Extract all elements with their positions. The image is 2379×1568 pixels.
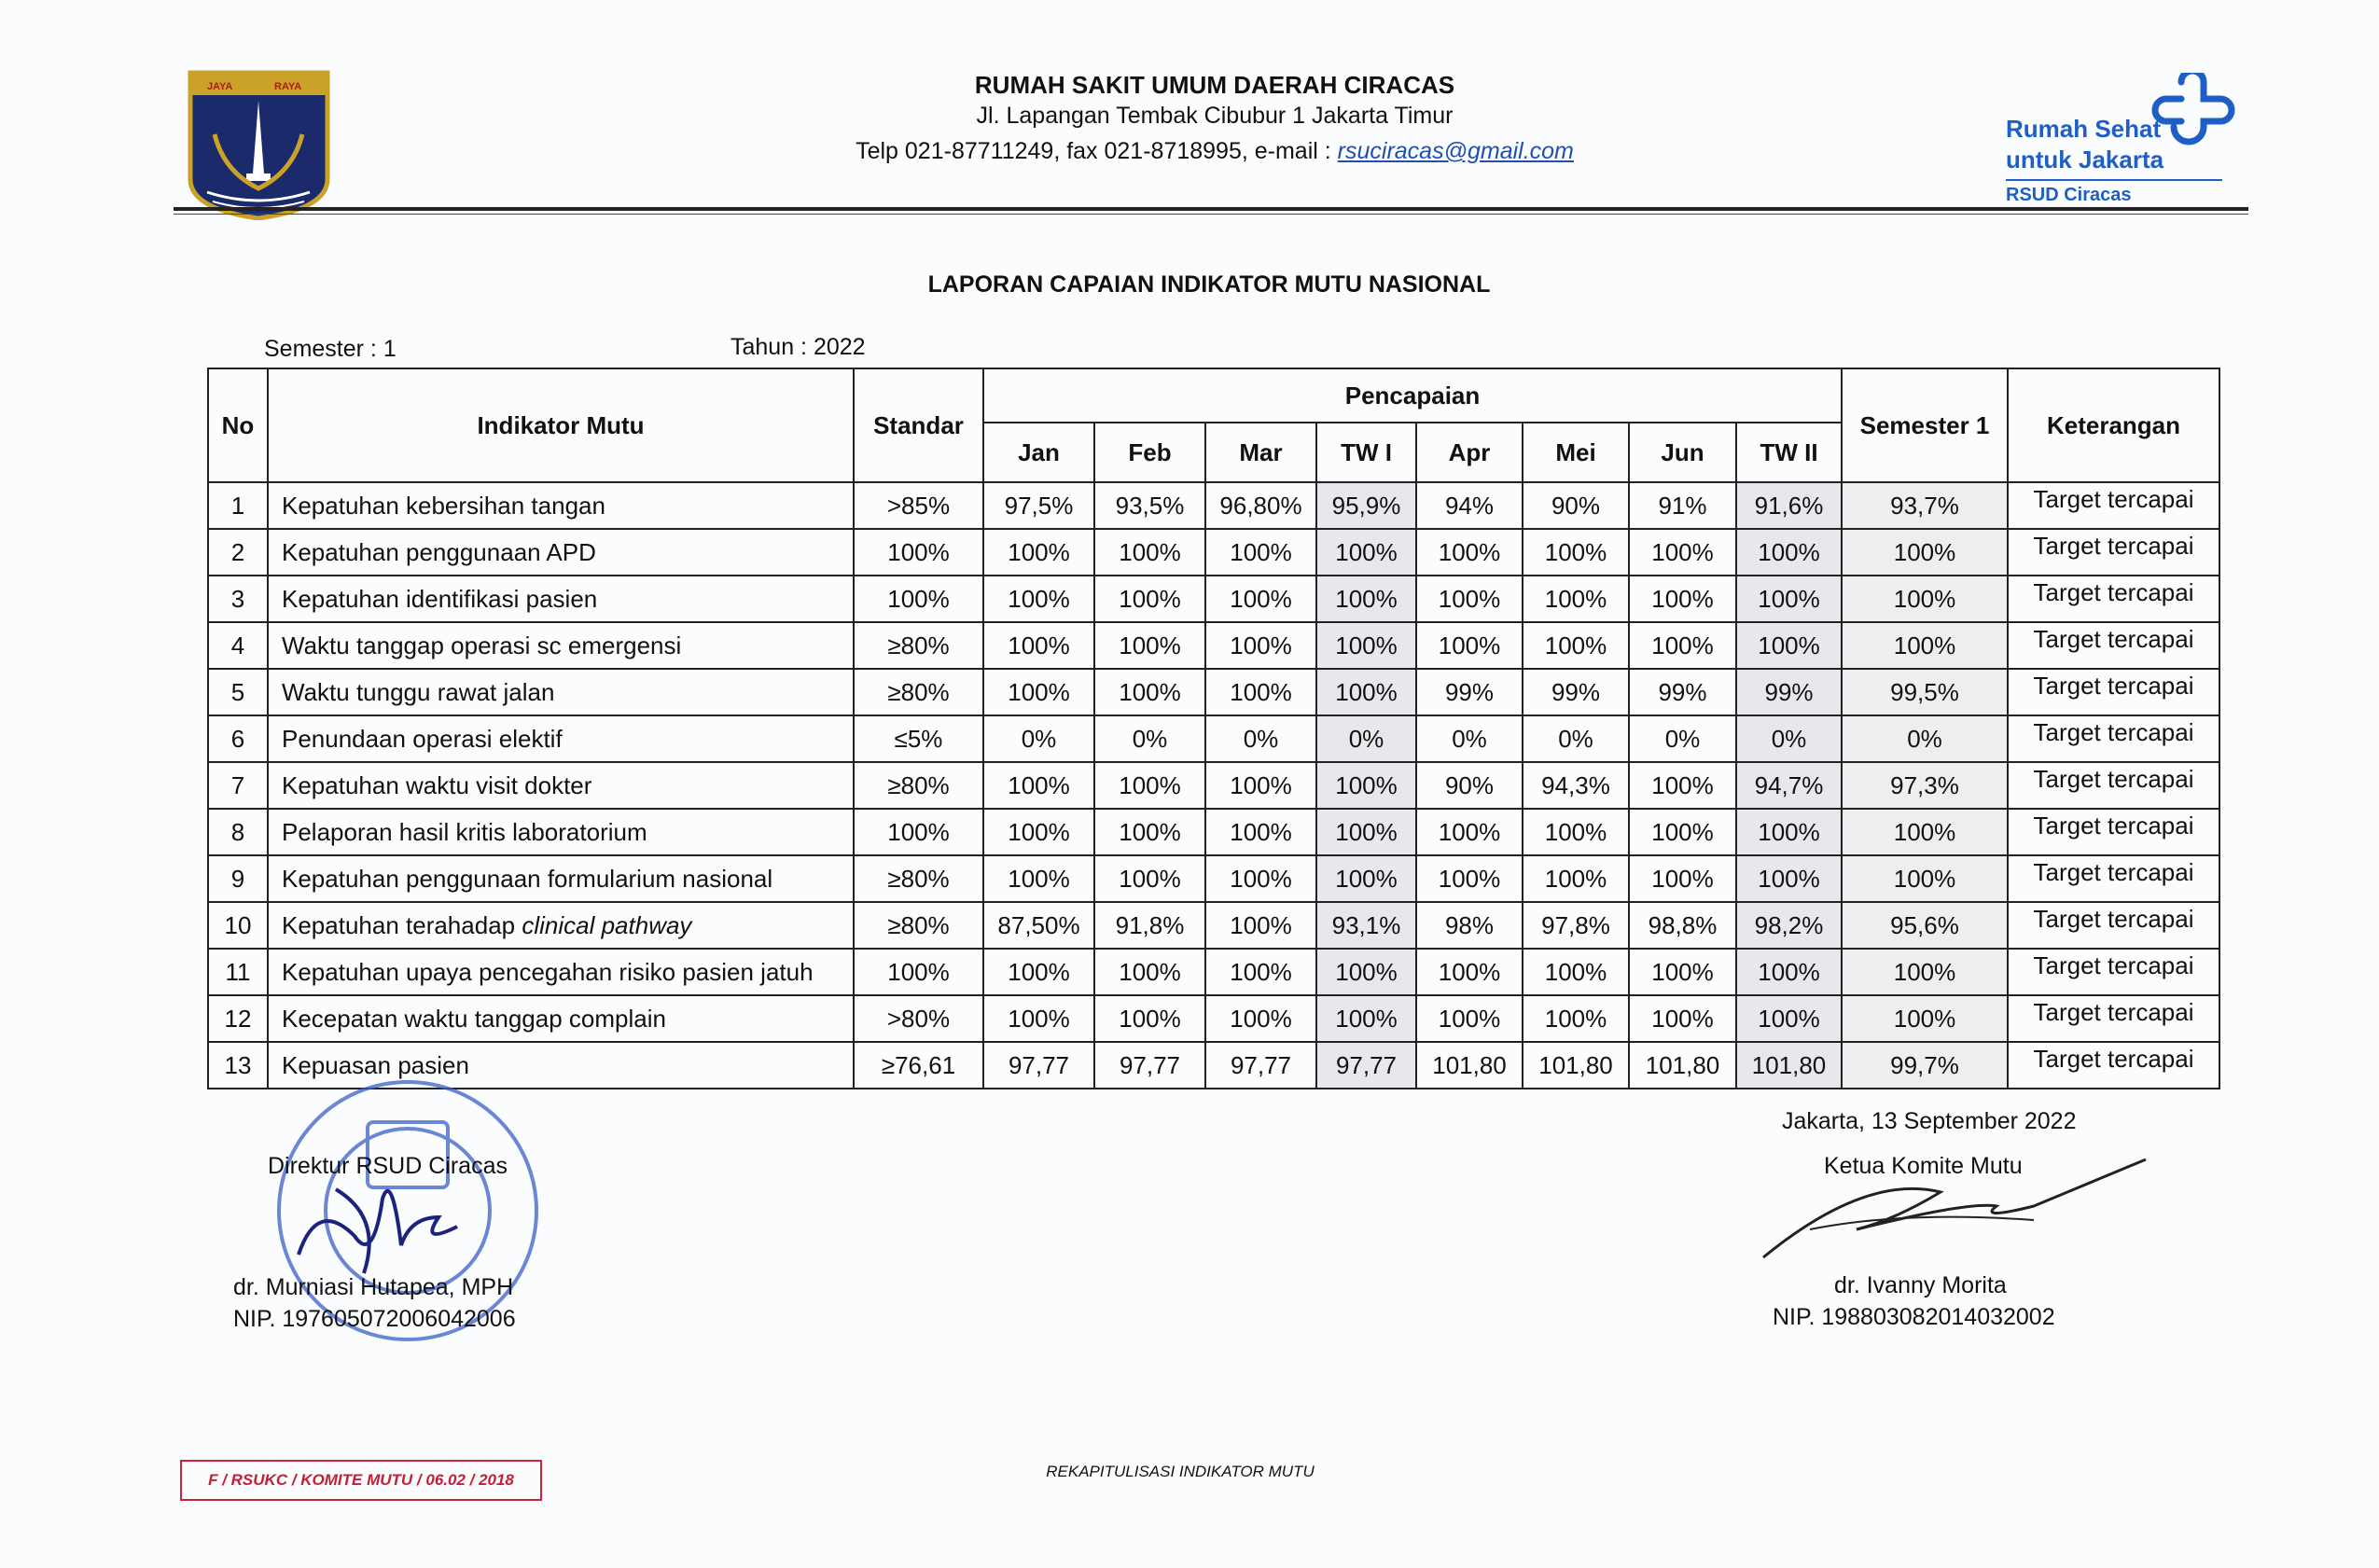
cell-quarter: 101,80 xyxy=(1736,1042,1842,1089)
cell-month: 100% xyxy=(983,529,1094,576)
indikator-text: Kepuasan pasien xyxy=(282,1050,469,1079)
cell-quarter: 0% xyxy=(1316,715,1416,762)
svg-text:RAYA: RAYA xyxy=(274,81,302,92)
cell-month: 100% xyxy=(1629,529,1736,576)
cell-standar: 100% xyxy=(854,809,983,855)
cell-month: 100% xyxy=(983,669,1094,715)
cell-month: 100% xyxy=(1523,995,1629,1042)
cell-month: 100% xyxy=(983,949,1094,995)
cell-month: 93,5% xyxy=(1094,482,1205,529)
cell-quarter: 100% xyxy=(1736,622,1842,669)
cell-standar: >80% xyxy=(854,995,983,1042)
table-row xyxy=(208,995,2219,1042)
director-nip: NIP. 197605072006042006 xyxy=(233,1306,516,1332)
cell-keterangan: Target tercapai xyxy=(2008,715,2219,762)
cell-month: 100% xyxy=(1094,949,1205,995)
cell-month: 100% xyxy=(1416,529,1523,576)
cell-indikator xyxy=(268,529,854,576)
cell-month: 94,3% xyxy=(1523,762,1629,809)
cell-no: 5 xyxy=(208,669,268,715)
cell-month: 96,80% xyxy=(1205,482,1316,529)
table-row xyxy=(208,622,2219,669)
cell-quarter: 100% xyxy=(1316,669,1416,715)
cell-semester: 100% xyxy=(1842,576,2008,622)
cell-month: 87,50% xyxy=(983,902,1094,949)
brand-line-3: RSUD Ciracas xyxy=(2006,185,2132,205)
cell-no: 4 xyxy=(208,622,268,669)
cell-keterangan: Target tercapai xyxy=(2008,855,2219,902)
header-quarter: TW I xyxy=(1316,423,1416,482)
cell-no: 2 xyxy=(208,529,268,576)
cell-standar: ≥80% xyxy=(854,622,983,669)
header-rule-thin xyxy=(174,214,2248,215)
cell-month: 94% xyxy=(1416,482,1523,529)
cell-semester: 99,5% xyxy=(1842,669,2008,715)
cell-month: 101,80 xyxy=(1523,1042,1629,1089)
indikator-text: Kepatuhan identifikasi pasien xyxy=(282,584,598,613)
header-month: Jun xyxy=(1629,423,1736,482)
cell-month: 100% xyxy=(1205,902,1316,949)
cell-no: 7 xyxy=(208,762,268,809)
cell-semester: 100% xyxy=(1842,855,2008,902)
cell-quarter: 100% xyxy=(1316,995,1416,1042)
committee-name: dr. Ivanny Morita xyxy=(1834,1272,2007,1298)
cell-quarter: 100% xyxy=(1316,809,1416,855)
cell-month: 98,8% xyxy=(1629,902,1736,949)
cell-month: 91,8% xyxy=(1094,902,1205,949)
cell-indikator xyxy=(268,669,854,715)
cell-month: 100% xyxy=(1094,855,1205,902)
cell-quarter: 100% xyxy=(1316,855,1416,902)
indikator-text: Penundaan operasi elektif xyxy=(282,724,563,753)
cell-no: 10 xyxy=(208,902,268,949)
table-row xyxy=(208,482,2219,529)
cell-month: 100% xyxy=(1205,622,1316,669)
cell-semester: 100% xyxy=(1842,995,2008,1042)
cell-month: 100% xyxy=(1629,949,1736,995)
hospital-name: RUMAH SAKIT UMUM DAERAH CIRACAS xyxy=(974,71,1455,99)
cell-indikator xyxy=(268,809,854,855)
cell-keterangan: Target tercapai xyxy=(2008,669,2219,715)
cell-semester: 93,7% xyxy=(1842,482,2008,529)
cell-no: 13 xyxy=(208,1042,268,1089)
cell-quarter: 100% xyxy=(1316,529,1416,576)
cell-month: 90% xyxy=(1523,482,1629,529)
indikator-text: Kepatuhan waktu visit dokter xyxy=(282,770,592,799)
indikator-text: Kepatuhan terahadap xyxy=(282,910,522,939)
cell-no: 11 xyxy=(208,949,268,995)
cell-quarter: 100% xyxy=(1736,949,1842,995)
cell-semester: 97,3% xyxy=(1842,762,2008,809)
cell-indikator xyxy=(268,622,854,669)
cell-month: 100% xyxy=(1416,995,1523,1042)
header-indikator: Indikator Mutu xyxy=(268,368,854,482)
committee-nip: NIP. 198803082014032002 xyxy=(1773,1304,2055,1330)
cell-keterangan: Target tercapai xyxy=(2008,529,2219,576)
indikator-text: Pelaporan hasil kritis laboratorium xyxy=(282,817,647,846)
cell-month: 100% xyxy=(1629,995,1736,1042)
cell-keterangan: Target tercapai xyxy=(2008,809,2219,855)
cell-indikator xyxy=(268,855,854,902)
cell-quarter: 100% xyxy=(1316,949,1416,995)
cell-month: 100% xyxy=(1629,622,1736,669)
cell-month: 97,77 xyxy=(983,1042,1094,1089)
cell-semester: 100% xyxy=(1842,809,2008,855)
header-keterangan: Keterangan xyxy=(2008,368,2219,482)
cell-month: 91% xyxy=(1629,482,1736,529)
cell-semester: 100% xyxy=(1842,622,2008,669)
table-row xyxy=(208,529,2219,576)
cell-month: 100% xyxy=(1205,809,1316,855)
cell-month: 100% xyxy=(1629,809,1736,855)
cell-standar: 100% xyxy=(854,529,983,576)
cell-month: 100% xyxy=(1205,995,1316,1042)
cell-no: 6 xyxy=(208,715,268,762)
cell-month: 0% xyxy=(1629,715,1736,762)
cell-month: 0% xyxy=(1094,715,1205,762)
cell-keterangan: Target tercapai xyxy=(2008,762,2219,809)
cell-quarter: 100% xyxy=(1316,762,1416,809)
cell-quarter: 100% xyxy=(1736,529,1842,576)
cell-no: 9 xyxy=(208,855,268,902)
cell-month: 100% xyxy=(1094,576,1205,622)
cell-quarter: 94,7% xyxy=(1736,762,1842,809)
cell-month: 100% xyxy=(1205,669,1316,715)
cell-semester: 0% xyxy=(1842,715,2008,762)
header-rule-thick xyxy=(174,207,2248,211)
cell-quarter: 100% xyxy=(1736,995,1842,1042)
table-row xyxy=(208,576,2219,622)
cell-month: 100% xyxy=(1094,762,1205,809)
cell-keterangan: Target tercapai xyxy=(2008,576,2219,622)
cell-quarter: 95,9% xyxy=(1316,482,1416,529)
table-row xyxy=(208,855,2219,902)
cell-quarter: 100% xyxy=(1736,809,1842,855)
signing-date: Jakarta, 13 September 2022 xyxy=(1782,1108,2077,1134)
cell-indikator xyxy=(268,995,854,1042)
table-row xyxy=(208,762,2219,809)
cell-month: 0% xyxy=(1205,715,1316,762)
brand-line-1: Rumah Sehat xyxy=(2006,115,2162,143)
cell-month: 100% xyxy=(983,762,1094,809)
cell-month: 97,77 xyxy=(1205,1042,1316,1089)
header-month: Mar xyxy=(1205,423,1316,482)
cell-month: 97,8% xyxy=(1523,902,1629,949)
form-code-box: F / RSUKC / KOMITE MUTU / 06.02 / 2018 xyxy=(180,1460,542,1501)
cell-month: 100% xyxy=(1523,949,1629,995)
contact-phone-fax: Telp 021-87711249, fax 021-8718995, e-mail : xyxy=(856,138,1331,164)
cell-month: 100% xyxy=(983,995,1094,1042)
header-month: Apr xyxy=(1416,423,1523,482)
cell-no: 12 xyxy=(208,995,268,1042)
table-row xyxy=(208,949,2219,995)
cell-indikator xyxy=(268,902,854,949)
cell-no: 8 xyxy=(208,809,268,855)
cell-month: 97,77 xyxy=(1094,1042,1205,1089)
cell-month: 100% xyxy=(1205,576,1316,622)
cell-month: 100% xyxy=(1416,949,1523,995)
cell-month: 100% xyxy=(1523,529,1629,576)
cell-month: 100% xyxy=(983,809,1094,855)
cell-month: 100% xyxy=(1523,622,1629,669)
cell-keterangan: Target tercapai xyxy=(2008,902,2219,949)
semester-label: Semester : 1 xyxy=(264,336,396,362)
cell-month: 90% xyxy=(1416,762,1523,809)
cell-month: 100% xyxy=(1094,809,1205,855)
indikator-text: Waktu tunggu rawat jalan xyxy=(282,677,555,706)
cell-month: 100% xyxy=(983,622,1094,669)
cell-semester: 100% xyxy=(1842,949,2008,995)
cell-keterangan: Target tercapai xyxy=(2008,1042,2219,1089)
header-month: Mei xyxy=(1523,423,1629,482)
cell-quarter: 100% xyxy=(1736,576,1842,622)
cell-month: 100% xyxy=(1523,855,1629,902)
indicator-table xyxy=(207,368,2220,1089)
cell-month: 100% xyxy=(983,855,1094,902)
cell-quarter: 99% xyxy=(1736,669,1842,715)
cell-month: 100% xyxy=(1205,855,1316,902)
cell-quarter: 100% xyxy=(1316,622,1416,669)
cell-month: 101,80 xyxy=(1416,1042,1523,1089)
cell-standar: ≥80% xyxy=(854,762,983,809)
cell-standar: ≤5% xyxy=(854,715,983,762)
table-row xyxy=(208,902,2219,949)
cell-month: 100% xyxy=(1205,529,1316,576)
cell-indikator xyxy=(268,482,854,529)
cell-month: 0% xyxy=(1523,715,1629,762)
director-name: dr. Murniasi Hutapea, MPH xyxy=(233,1274,514,1300)
indikator-text: Kepatuhan penggunaan formularium nasional xyxy=(282,864,773,893)
cell-indikator xyxy=(268,715,854,762)
cell-month: 100% xyxy=(1416,855,1523,902)
cell-month: 99% xyxy=(1523,669,1629,715)
cell-month: 101,80 xyxy=(1629,1042,1736,1089)
header-quarter: TW II xyxy=(1736,423,1842,482)
header-month: Jan xyxy=(983,423,1094,482)
committee-signature-icon xyxy=(1754,1155,2155,1267)
indikator-text: Kepatuhan kebersihan tangan xyxy=(282,491,605,520)
cell-indikator xyxy=(268,576,854,622)
cell-indikator xyxy=(268,949,854,995)
cell-standar: >85% xyxy=(854,482,983,529)
indikator-italic-text: clinical pathway xyxy=(522,910,692,939)
cell-keterangan: Target tercapai xyxy=(2008,482,2219,529)
cell-month: 100% xyxy=(1523,576,1629,622)
committee-title: Ketua Komite Mutu xyxy=(1824,1153,2023,1179)
cell-month: 100% xyxy=(1094,669,1205,715)
cell-quarter: 100% xyxy=(1316,576,1416,622)
cell-month: 100% xyxy=(1629,762,1736,809)
cell-semester: 99,7% xyxy=(1842,1042,2008,1089)
cell-quarter: 98,2% xyxy=(1736,902,1842,949)
cell-month: 100% xyxy=(983,576,1094,622)
hospital-address: Jl. Lapangan Tembak Cibubur 1 Jakarta Timur xyxy=(976,103,1454,129)
indikator-text: Kepatuhan penggunaan APD xyxy=(282,537,596,566)
cell-month: 100% xyxy=(1416,809,1523,855)
cell-standar: ≥76,61 xyxy=(854,1042,983,1089)
cell-month: 98% xyxy=(1416,902,1523,949)
cell-quarter: 0% xyxy=(1736,715,1842,762)
cell-month: 97,5% xyxy=(983,482,1094,529)
cell-month: 100% xyxy=(1094,995,1205,1042)
cell-month: 0% xyxy=(983,715,1094,762)
cell-keterangan: Target tercapai xyxy=(2008,995,2219,1042)
header-standar: Standar xyxy=(854,368,983,482)
cell-quarter: 97,77 xyxy=(1316,1042,1416,1089)
cell-standar: 100% xyxy=(854,576,983,622)
cell-semester: 95,6% xyxy=(1842,902,2008,949)
cell-month: 100% xyxy=(1629,855,1736,902)
cell-indikator xyxy=(268,762,854,809)
cell-month: 99% xyxy=(1416,669,1523,715)
cell-no: 3 xyxy=(208,576,268,622)
header-semester: Semester 1 xyxy=(1842,368,2008,482)
cell-keterangan: Target tercapai xyxy=(2008,949,2219,995)
cell-quarter: 93,1% xyxy=(1316,902,1416,949)
header-no: No xyxy=(208,368,268,482)
table-row xyxy=(208,809,2219,855)
cell-semester: 100% xyxy=(1842,529,2008,576)
indikator-text: Kepatuhan upaya pencegahan risiko pasien jatuh xyxy=(282,957,814,986)
cell-month: 100% xyxy=(1094,622,1205,669)
header-pencapaian: Pencapaian xyxy=(983,368,1842,423)
indikator-text: Waktu tanggap operasi sc emergensi xyxy=(282,631,682,659)
brand-divider xyxy=(2006,179,2222,181)
cell-month: 100% xyxy=(1629,576,1736,622)
cell-standar: ≥80% xyxy=(854,902,983,949)
cell-month: 100% xyxy=(1205,949,1316,995)
cell-no: 1 xyxy=(208,482,268,529)
year-label: Tahun : 2022 xyxy=(730,334,866,360)
cell-month: 0% xyxy=(1416,715,1523,762)
cell-keterangan: Target tercapai xyxy=(2008,622,2219,669)
table-row xyxy=(208,715,2219,762)
cell-standar: ≥80% xyxy=(854,855,983,902)
indikator-text: Kecepatan waktu tanggap complain xyxy=(282,1004,666,1033)
cell-month: 100% xyxy=(1416,622,1523,669)
report-title: LAPORAN CAPAIAN INDIKATOR MUTU NASIONAL xyxy=(927,271,1491,298)
header-month: Feb xyxy=(1094,423,1205,482)
svg-text:JAYA: JAYA xyxy=(207,81,233,92)
director-title: Direktur RSUD Ciracas xyxy=(268,1153,508,1179)
footer-caption: REKAPITULISASI INDIKATOR MUTU xyxy=(1046,1463,1315,1480)
cell-month: 100% xyxy=(1523,809,1629,855)
cell-standar: 100% xyxy=(854,949,983,995)
cell-month: 100% xyxy=(1416,576,1523,622)
brand-line-2: untuk Jakarta xyxy=(2006,146,2164,173)
cell-standar: ≥80% xyxy=(854,669,983,715)
table-row xyxy=(208,669,2219,715)
cell-month: 99% xyxy=(1629,669,1736,715)
cell-month: 100% xyxy=(1094,529,1205,576)
cell-month: 100% xyxy=(1205,762,1316,809)
cell-quarter: 91,6% xyxy=(1736,482,1842,529)
contact-email-link[interactable]: rsuciracas@gmail.com xyxy=(1337,138,1574,164)
cell-quarter: 100% xyxy=(1736,855,1842,902)
